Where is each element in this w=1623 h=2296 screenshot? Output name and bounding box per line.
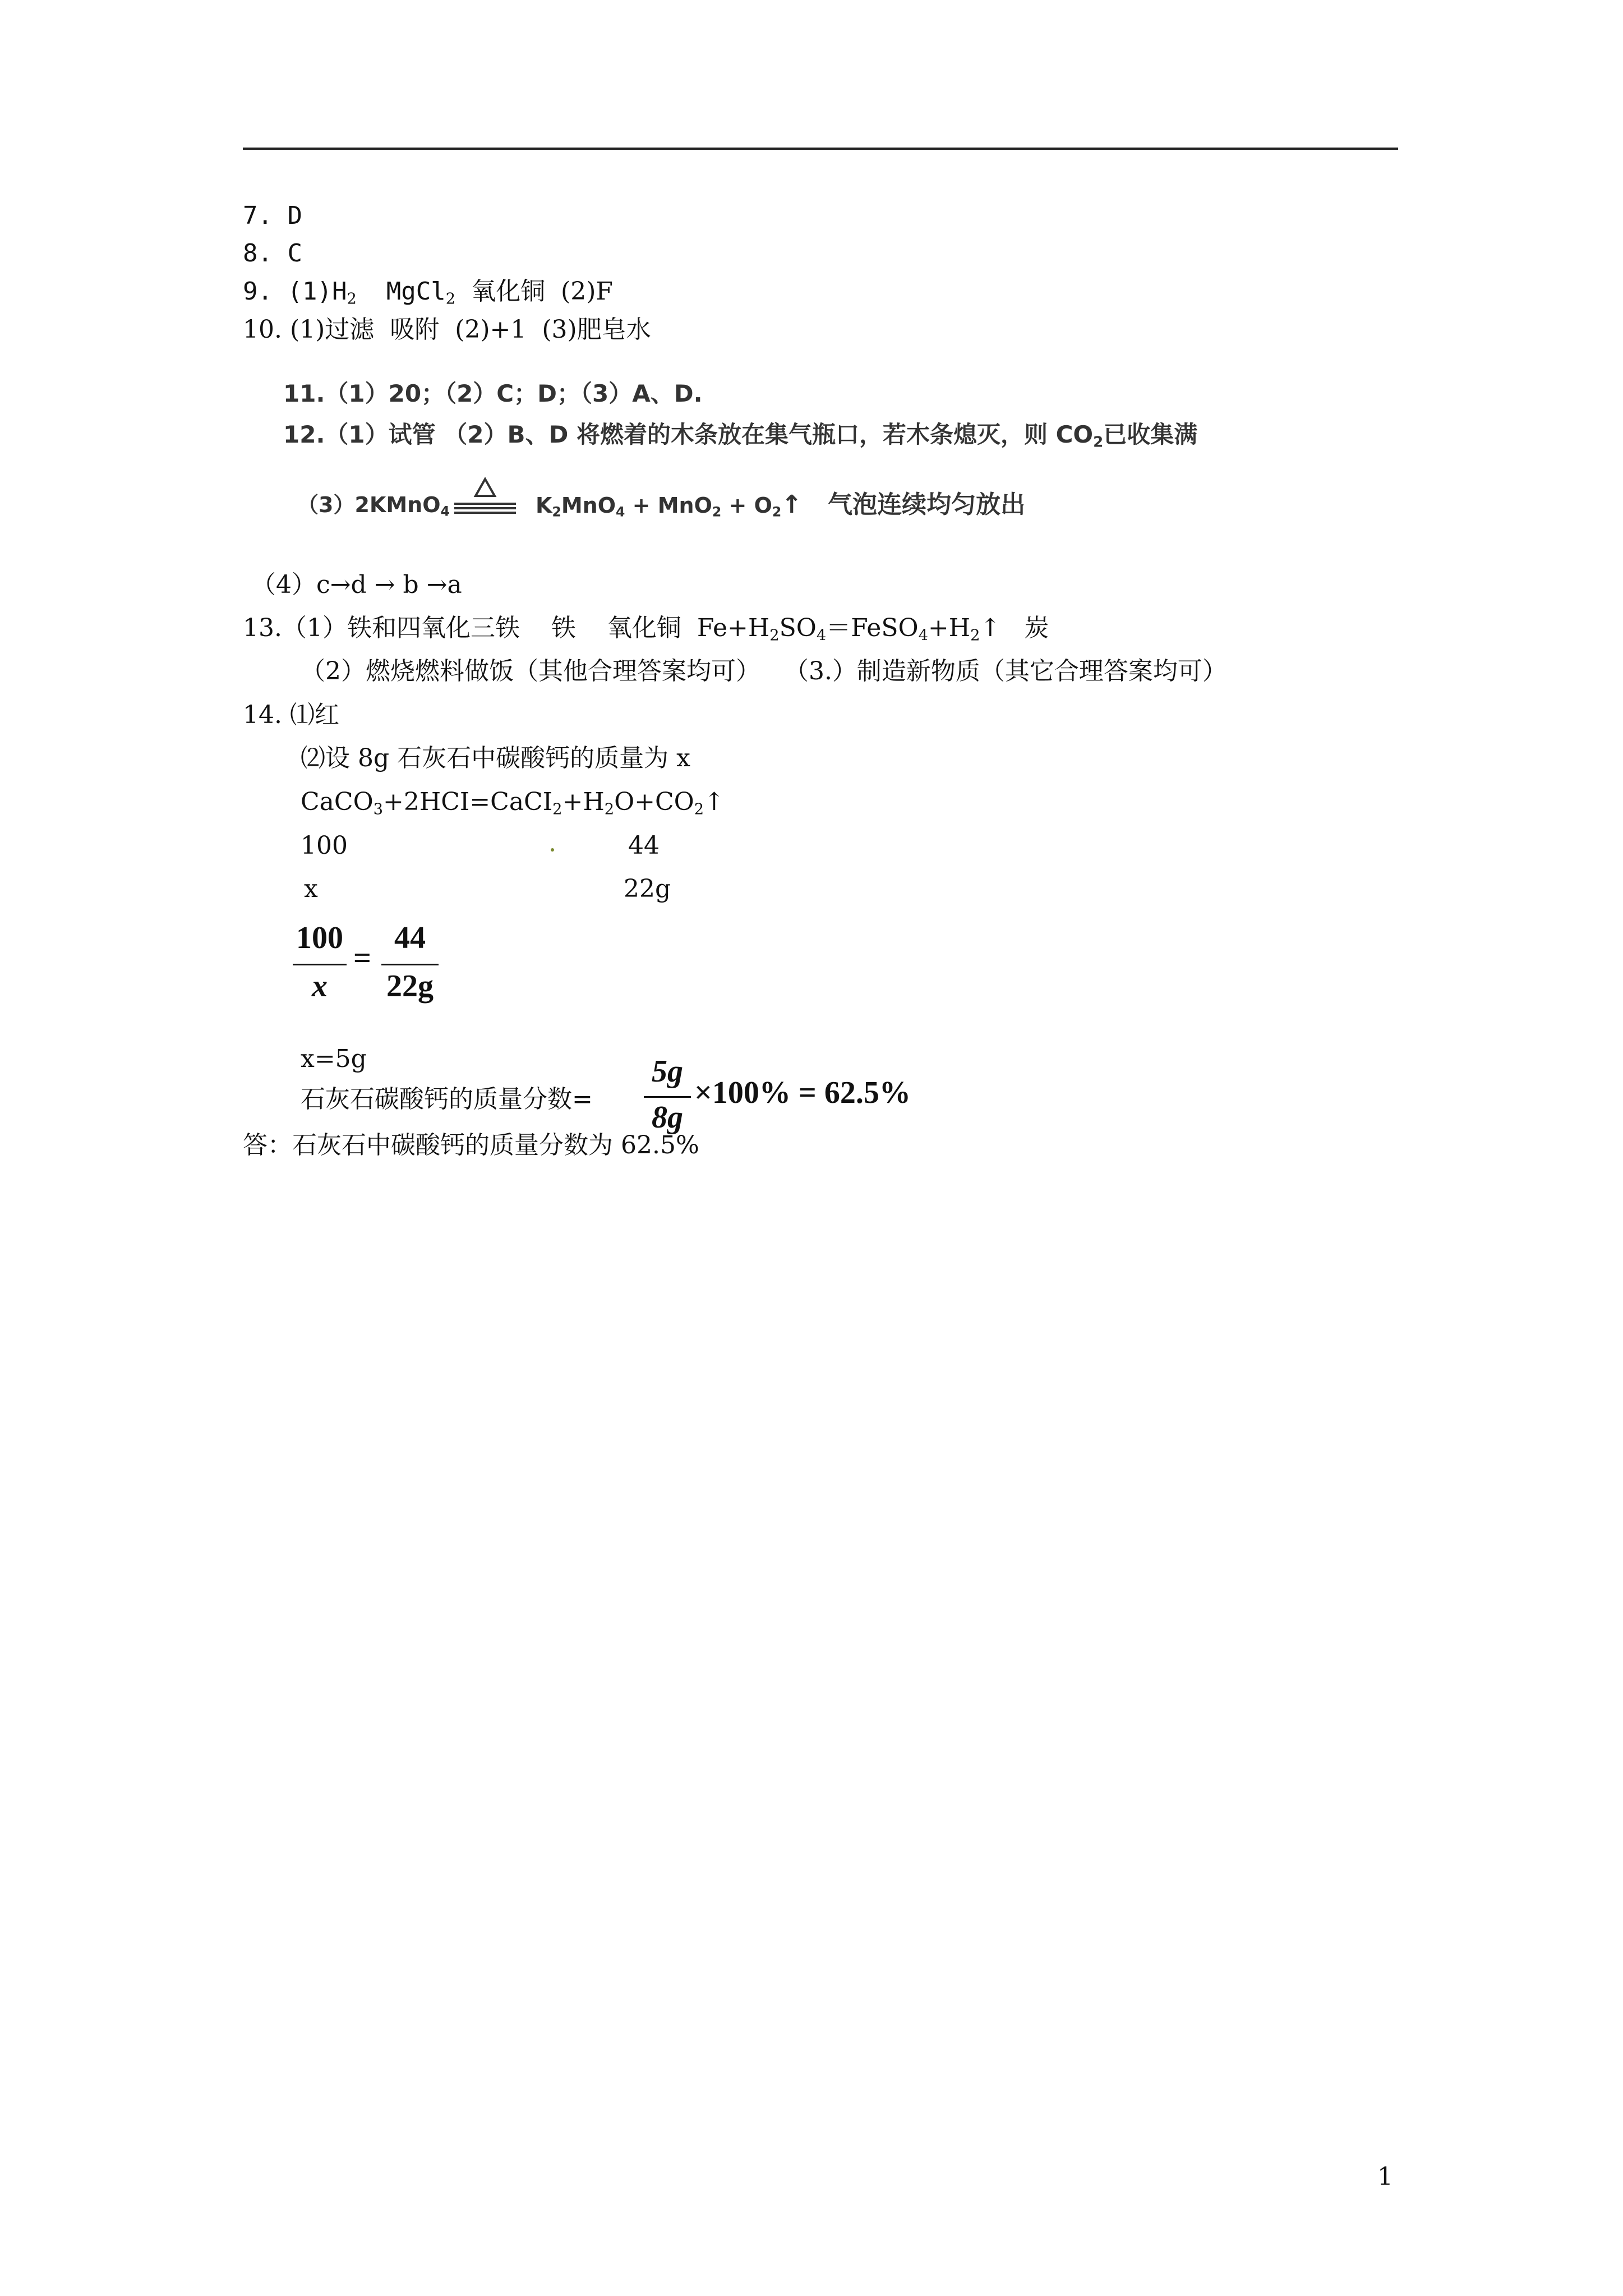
- final-answer: 答：石灰石中碳酸钙的质量分数为 62.5%: [243, 1131, 699, 1159]
- mass-fraction-label: 石灰石碳酸钙的质量分数=: [301, 1085, 593, 1114]
- molar-mass-caco3: 100: [301, 831, 348, 860]
- mass-fraction-result: ×100% = 62.5%: [694, 1075, 911, 1110]
- answer-14-1: 14. ⑴红: [243, 701, 339, 729]
- unknown-x: x: [304, 875, 318, 903]
- answer-11: 11.（1）20；（2）C；D；（3）A、D.: [283, 380, 703, 407]
- answer-13-1: 13.（1）铁和四氧化三铁 铁 氧化铜 $Fe+H_2SO_4=FeSO_4+H_2↑$ 炭: [243, 614, 1049, 645]
- answer-13-2-3: （2）燃烧燃料做饭（其他合理答案均可） （3.）制造新物质（其它合理答案均可）: [301, 657, 1227, 685]
- page-number: 1: [1377, 2162, 1393, 2191]
- answer-14-2-setup: ⑵设 8g 石灰石中碳酸钙的质量为 x: [301, 744, 690, 772]
- answer-12-4: （4）c→d → b →a: [251, 570, 462, 599]
- heat-condition-symbol: [449, 476, 522, 521]
- answer-12-1-2: 12.（1）试管 （2）B、D 将燃着的木条放在集气瓶口，若木条熄灭，则 $CO_2$已收集满: [283, 421, 1198, 451]
- molar-mass-co2: 44: [628, 831, 660, 860]
- reaction-equation: $CaCO_3+2HCI=CaCI_2+H_2O+CO_2↑$: [301, 788, 725, 818]
- stray-dot: [551, 848, 554, 852]
- mass-fraction: 5g 8g: [644, 1053, 691, 1149]
- solution-x: x=5g: [301, 1045, 367, 1073]
- ratio-fraction-right: 44 22g: [381, 920, 439, 1015]
- co2-mass: 22g: [624, 875, 671, 903]
- header-rule: [243, 148, 1398, 150]
- answer-12-3-right: $K_2MnO_4 + MnO_2$ + $O_2↑$ 气泡连续均匀放出: [536, 490, 1026, 520]
- answer-10: 10. (1)过滤 吸附 (2)+1 (3)肥皂水: [243, 315, 651, 344]
- answer-12-3-left: （3）2KMnO$_4$: [297, 493, 450, 519]
- ratio-equals: =: [353, 941, 371, 976]
- answer-8: 8. C: [243, 239, 302, 268]
- answer-9: 9. $(1)H_2$ MgCl$_2$ 氧化铜 (2)F: [243, 277, 613, 308]
- answer-7: 7. D: [243, 201, 302, 230]
- ratio-fraction-left: 100 x: [293, 920, 347, 1015]
